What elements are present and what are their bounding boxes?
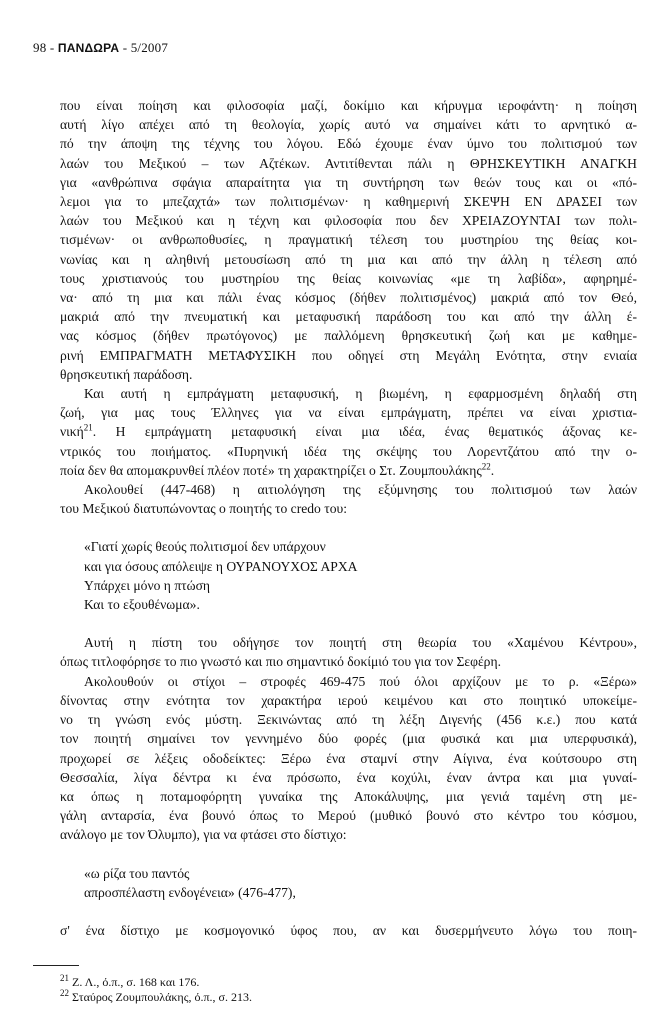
- verse-line: «ω ρίζα του παντός: [84, 865, 190, 881]
- text-line: ανάλογο με τον Όλυμπο), για να φτάσει στο δίστιχο:: [60, 827, 347, 843]
- text-line: τον ποιητή σημαίνει τον γεννημένο δύο φορές (μια φυσικά και μια υπερφυσικά),: [60, 731, 637, 747]
- text-line: σ' ένα δίστιχο με κοσμογονικό ύφος που, αν και δυσερμήνευτο λόγω του ποιη-: [60, 922, 637, 938]
- text-line: Ακολουθεί (447-468) η αιτιολόγηση της εξύμνησης του πολιτισμού των λαών: [84, 482, 637, 498]
- footnote-22: [60, 990, 252, 1005]
- verse-line: Υπάρχει μόνο η πτώση: [84, 577, 211, 593]
- running-header: 98 - ΠΑΝΔΩΡΑ - 5/2007: [33, 40, 169, 55]
- verse-quote-1: [60, 537, 637, 614]
- text-line: γάλη ανταρσία, ένα βουνό όπως το Μερού (μυθικό βουνό στο κέντρο του κόσμου,: [60, 808, 637, 824]
- paragraph-5: [60, 672, 637, 845]
- verse-line: και για όσους απόλειψε η ΟΥΡΑΝΟΥΧΟΣ ΑΡΧΑ: [84, 558, 358, 574]
- text-line: όπως τιτλοφόρησε το πιο γνωστό και πιο σημαντικό δοκίμιό του για τον Σεφέρη.: [60, 654, 501, 670]
- text-fragment: .: [490, 462, 495, 478]
- footnote-ref-22[interactable]: 22: [481, 461, 491, 472]
- text-line: θρησκευτική παράδοση.: [60, 366, 193, 382]
- text-fragment: ποία δεν θα απομακρυνθεί πλέον ποτέ» τη χαρακτηρίζει ο Στ. Ζουμπουλάκης: [60, 462, 482, 478]
- text-line: δίνοντας στην ενότητα τον χαρακτήρα ιερού κειμένου και στο ποιητικό υποκείμε-: [60, 692, 637, 708]
- text-line: τισμένων· οι ανθρωποθυσίες, η πραγματική τέλεση του μυστηρίου της θείας κοι-: [60, 232, 637, 248]
- footnotes: [60, 975, 252, 1005]
- paragraph-3: [60, 480, 637, 518]
- text-line: νας κόσμος (δήθεν πρωτόγονος) με παλλόμενη θρησκευτική ζωή και με καθημε-: [60, 328, 637, 344]
- footnote-ref-21[interactable]: 21: [83, 422, 93, 433]
- footnote-divider: [33, 965, 79, 966]
- verse-line: Και το εξουθένωμα».: [84, 597, 200, 613]
- paragraph-1: [60, 96, 637, 384]
- text-line: Και αυτή η εμπράγματη μεταφυσική, η βιωμένη, η εφαρμοσμένη δηλαδή στη: [84, 386, 637, 402]
- body-text: [60, 96, 637, 940]
- verse-quote-2: [60, 864, 637, 902]
- text-line-with-footnote: [60, 422, 637, 441]
- footnote-text: Ζ. Λ., ό.π., σ. 168 και 176.: [72, 975, 200, 989]
- text-fragment: . Η εμπράγματη μεταφυσική είναι μια ιδέα, ένας θεματικός άξονας κε-: [92, 424, 637, 440]
- issue-number: 5/2007: [130, 40, 169, 55]
- text-line: προχωρεί σε λέξεις οδοδείκτες: Ξέρω ένα σταμνί στην Αίγινα, ένα κούτσουρο στη: [60, 750, 637, 766]
- text-line: Θεσσαλία, λίγα δέντρα κι ένα πρόσωπο, ένα κοχύλι, έναν άντρα και μια γυναί-: [60, 769, 637, 785]
- text-fragment: νική: [60, 424, 84, 440]
- footnote-21: [60, 975, 252, 990]
- journal-name: ΠΑΝΔΩΡΑ: [57, 41, 120, 55]
- text-line: κα όπως η ποταμοφόρητη γυναίκα της Αποκάλυψης, μια γενιά ταμένη στη με-: [60, 788, 637, 804]
- text-line-with-footnote: [60, 461, 637, 480]
- text-line: Ακολουθούν οι στίχοι – στροφές 469-475 πού όλοι αρχίζουν με το ρ. «Ξέρω»: [84, 673, 637, 689]
- text-line: να· από τη μια και πάλι ένας κόσμος (δήθεν πολιτισμένος) μακριά από τον Θεό,: [60, 290, 637, 306]
- paragraph-6: [60, 921, 637, 940]
- text-line: τους χριστιανούς του μυστηρίου της θείας κοινωνίας «με τη λαβίδα», αφηρημέ-: [60, 270, 637, 286]
- text-line: ρινή ΕΜΠΡΑΓΜΑΤΗ ΜΕΤΑΦΥΣΙΚΗ που οδηγεί στη Μεγάλη Ενότητα, στην ενιαία: [60, 347, 637, 363]
- footnote-number: 22: [60, 988, 69, 998]
- text-line: ντρικός του ποιήματος. «Πυρηνική ιδέα της σκέψης του Λορεντζάτου από την ο-: [60, 443, 637, 459]
- verse-line: απροσπέλαστη ενδογένεια» (476-477),: [84, 884, 296, 900]
- text-line: πό την άποψη της τέχνης του λόγου. Εδώ έχουμε έναν ύμνο του πολιτισμού των: [60, 136, 637, 152]
- paragraph-2: [60, 384, 637, 480]
- verse-line: «Γιατί χωρίς θεούς πολιτισμοί δεν υπάρχουν: [84, 539, 326, 555]
- footnote-number: 21: [60, 973, 69, 983]
- text-line: νωνίας και η αληθινή μετουσίωση από τη μια και από την άλλη η τέλεση από: [60, 251, 637, 267]
- text-line: που είναι ποίηση και φιλοσοφία μαζί, δοκίμιο και κήρυγμα ιεροφάντη· η ποίηση: [60, 98, 637, 113]
- text-line: για «ανθρώπινα σφάγια απαραίτητα για τη συντήρηση των θεών τους και οι «πό-: [60, 174, 637, 190]
- footnote-text: Σταύρος Ζουμπουλάκης, ό.π., σ. 213.: [72, 990, 252, 1004]
- text-line: λαών του Μεξικού και η τέχνη και φιλοσοφία που δεν ΧΡΕΙΑΖΟΥΝΤΑΙ των πολι-: [60, 213, 637, 229]
- page-number: 98: [33, 40, 47, 55]
- text-line: μακριά από την πνευματική και μεταφυσική παράδοση του και από την άλλη έ-: [60, 309, 637, 325]
- text-line: νο τη γνώση ενός μύστη. Ξεκινώντας από τη λέξη Διγενής (456 κ.ε.) που κατά: [60, 712, 637, 728]
- text-line: λεμοι για το μπεζαχτά» των πολιτισμένων· η καθημερινή ΣΚΕΨΗ ΕΝ ΔΡΑΣΕΙ των: [60, 194, 637, 210]
- paragraph-4: [60, 633, 637, 671]
- text-line: αυτή λίγο απέχει από τη θεολογία, χωρίς αυτό να σημαίνει κάτι το αρνητικό α-: [60, 117, 637, 133]
- text-line: Αυτή η πίστη του οδήγησε τον ποιητή στη θεωρία του «Χαμένου Κέντρου»,: [84, 635, 637, 651]
- text-line: του Μεξικού διατυπώνοντας ο ποιητής το credo του:: [60, 501, 348, 517]
- text-line: ζωή, για μας τους Έλληνες για να είναι εμπράγματη, πρέπει να είναι χριστια-: [60, 405, 637, 421]
- text-line: λαών του Μεξικού – των Αζτέκων. Αντιτίθενται πάλι η ΘΡΗΣΚΕΥΤΙΚΗ ΑΝΑΓΚΗ: [60, 155, 637, 171]
